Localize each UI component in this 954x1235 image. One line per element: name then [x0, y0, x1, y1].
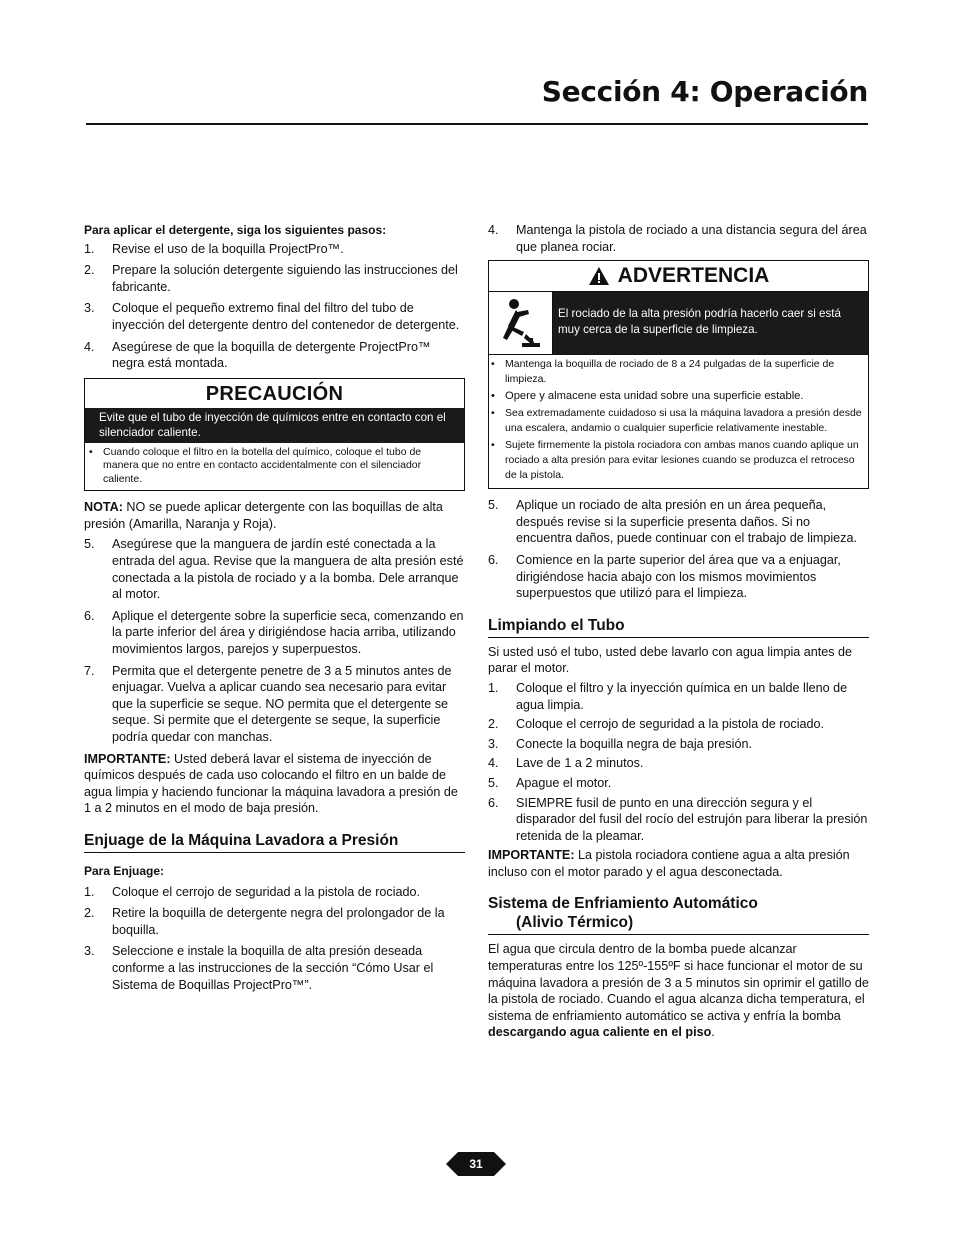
bullet-icon: • — [491, 390, 495, 403]
warning-header — [489, 261, 868, 291]
detergent-steps-continued — [84, 536, 465, 745]
list-item — [491, 406, 864, 436]
step-text: Coloque el pequeño extremo final del filtro del tubo de inyección del detergente dentro del contenedor de detergente. — [112, 301, 460, 332]
section-title: Sección 4: Operación — [541, 75, 868, 108]
bullet-icon: • — [491, 407, 495, 420]
cooling-paragraph — [488, 941, 869, 1041]
step-text: SIEMPRE fusil de punto en una dirección segura y el disparador del fusil del rocío del estrujón para liberar la presión retenida de la pleamar. — [516, 795, 868, 843]
step-number: 2. — [84, 906, 95, 921]
rinse-intro: Para Enjuage: — [84, 863, 165, 878]
list-item — [84, 339, 465, 372]
caution-bullet-text: Cuando coloque el filtro en la botella del químico, coloque el tubo de manera que no entre en contacto accidentalmente con el silenciador caliente. — [103, 445, 422, 485]
step-number: 4. — [488, 756, 499, 771]
list-item — [491, 389, 864, 404]
warning-box — [488, 260, 869, 489]
spray-steps-continued — [488, 497, 869, 602]
warning-bullet-text: Sea extremadamente cuidadoso si usa la máquina lavadora a presión desde una escalera, andamio o cualquier superficie relativamente inestable. — [505, 407, 862, 435]
step-number: 3. — [488, 736, 499, 751]
note-text: NO se puede aplicar detergente con las boquillas de alta presión (Amarilla, Naranja y Roja). — [84, 500, 443, 531]
warning-title: ADVERTENCIA — [617, 264, 770, 288]
list-item — [84, 884, 465, 901]
list-item — [488, 552, 869, 602]
list-item — [89, 446, 458, 487]
step-text: Permita que el detergente penetre de 3 a 5 minutos antes de enjuagar. Vuelva a aplicar cuando sea necesario para evitar que la superficie se seque. NO permita que el detergente se seque. Si permite que el detergente se seque, la superficie podría quedar con manchas. — [112, 663, 452, 744]
tube-heading: Limpiando el Tubo — [488, 616, 869, 638]
caution-title: PRECAUCIÓN — [205, 382, 344, 405]
step-text: Prepare la solución detergente siguiendo las instrucciones del fabricante. — [112, 263, 458, 294]
tube-steps — [488, 680, 869, 844]
step-text: Coloque el cerrojo de seguridad a la pistola de rociado. — [516, 717, 825, 732]
list-item — [488, 736, 869, 753]
step-text: Apague el motor. — [516, 775, 612, 790]
step-text: Lave de 1 a 2 minutos. — [516, 756, 644, 771]
bullet-icon: • — [89, 445, 93, 458]
step-text: Seleccione e instale la boquilla de alta presión deseada conforme a las instrucciones de la sección “Cómo Usar el Sistema de Boquillas ProjectPro™”. — [112, 944, 434, 992]
list-item — [488, 775, 869, 792]
list-item — [84, 943, 465, 993]
list-item — [491, 438, 864, 483]
list-item — [84, 241, 465, 258]
list-item — [488, 497, 869, 547]
list-item — [84, 608, 465, 658]
important-paragraph — [84, 751, 465, 817]
step-number: 4. — [488, 223, 499, 237]
step-text: Retire la boquilla de detergente negra del prolongador de la boquilla. — [112, 906, 445, 937]
cooling-text: El agua que circula dentro de la bomba puede alcanzar temperaturas entre los 125º-155ºF si hace funcionar el motor de su máquina lavadora a presión de 3 a 5 minutos sin oprimir el gatillo de la pistola de rociado. Cuando el agua alcanza dicha temperatura, el sistema de enfriamiento automático se activa y enfría la bomba — [488, 942, 869, 1023]
list-item — [488, 680, 869, 713]
right-column — [488, 222, 869, 1045]
list-item — [84, 663, 465, 746]
important-text: La pistola rociadora contiene agua a alta presión incluso con el motor parado y el agua desconectada. — [488, 848, 850, 879]
caution-box — [84, 378, 465, 492]
tube-intro: Si usted usó el tubo, usted debe lavarlo con agua limpia antes de parar el motor. — [488, 644, 853, 676]
step-number: 1. — [84, 884, 95, 899]
detergent-steps — [84, 241, 465, 372]
rinse-steps — [84, 884, 465, 994]
warning-bullet-text: Mantenga la boquilla de rociado de 8 a 24 pulgadas de la superficie de limpieza. — [505, 358, 835, 386]
step-number: 3. — [84, 301, 95, 316]
list-item — [488, 222, 869, 255]
step-text: Aplique un rociado de alta presión en un área pequeña, después revise si la superficie presenta daños. Si no encuentra daños, puede continuar con el trabajo de limpieza. — [516, 498, 857, 546]
list-item — [491, 357, 864, 387]
page-number: 31 — [469, 1157, 483, 1171]
bullet-icon: • — [491, 358, 495, 371]
cooling-text-end: . — [711, 1025, 715, 1040]
important-label: IMPORTANTE: — [488, 848, 575, 863]
step-number: 3. — [84, 944, 95, 959]
step-number: 6. — [488, 795, 499, 810]
page-number-badge — [446, 1151, 506, 1177]
rinse-heading: Enjuage de la Máquina Lavadora a Presión — [84, 831, 465, 853]
note-paragraph — [84, 499, 465, 532]
step-text: Asegúrese de que la boquilla de detergente ProjectPro™ negra está montada. — [112, 339, 431, 371]
step-text: Aplique el detergente sobre la superficie seca, comenzando en la parte inferior del área y dirigiéndose hacia arriba, utilizando movimientos largos, parejos y superpuestos. — [112, 608, 464, 656]
step-text: Mantenga la pistola de rociado a una distancia segura del área que planea rociar. — [516, 223, 867, 254]
step-text: Asegúrese que la manguera de jardín esté conectada a la entrada del agua. Revise que la manguera de alta presión esté conectada a la pistola de rociado y a la bomba. Dele arranque al motor. — [112, 537, 464, 602]
step-number: 2. — [84, 263, 95, 278]
step-number: 4. — [84, 339, 95, 354]
caution-bullets — [85, 443, 464, 491]
list-item — [84, 300, 465, 333]
list-item — [488, 795, 869, 845]
step-text: Coloque el cerrojo de seguridad a la pistola de rociado. — [112, 884, 421, 899]
cooling-heading-line-2: (Alivio Térmico) — [516, 914, 634, 932]
list-item — [488, 716, 869, 733]
warning-message: El rociado de la alta presión podría hacerlo caer si está muy cerca de la superficie de limpieza. — [553, 292, 868, 354]
step-number: 2. — [488, 717, 499, 732]
title-rule — [86, 123, 868, 125]
list-item — [84, 262, 465, 295]
warning-hazard-row — [489, 291, 868, 355]
important-label: IMPORTANTE: — [84, 751, 171, 766]
left-column — [84, 222, 465, 998]
step-number: 5. — [488, 498, 499, 513]
spray-step-4 — [488, 222, 869, 255]
step-number: 6. — [488, 552, 499, 567]
important-paragraph — [488, 847, 869, 880]
step-text: Comience en la parte superior del área que va a enjuagar, dirigiéndose hacia abajo con los mismos movimientos superpuestos que utilizó para el limpieza. — [516, 552, 841, 601]
list-item — [488, 755, 869, 772]
step-text: Coloque el filtro y la inyección química en un balde lleno de agua limpia. — [516, 680, 848, 712]
detergent-intro: Para aplicar el detergente, siga los siguientes pasos: — [84, 223, 387, 237]
step-text: Revise el uso de la boquilla ProjectPro™. — [112, 241, 344, 256]
step-number: 6. — [84, 608, 95, 623]
step-number: 7. — [84, 663, 95, 678]
list-item — [84, 905, 465, 938]
step-text: Conecte la boquilla negra de baja presión. — [516, 736, 752, 751]
important-text: Usted deberá lavar el sistema de inyección de químicos después de cada uso colocando el filtro en un balde de agua limpia y haciendo funcionar la máquina lavadora a presión de 1 a 2 minutos en el modo de baja presión. — [84, 751, 458, 816]
step-number: 5. — [488, 775, 499, 790]
warning-bullets — [489, 355, 868, 488]
step-number: 1. — [488, 680, 499, 695]
cooling-bold-text: descargando agua caliente en el piso — [488, 1025, 712, 1040]
step-number: 5. — [84, 537, 95, 552]
list-item — [84, 536, 465, 602]
cooling-heading — [488, 894, 869, 935]
warning-triangle-icon — [588, 266, 610, 286]
warning-bullet-text: Sujete firmemente la pistola rociadora con ambas manos cuando aplique un rociado a alta presión para evitar lesiones cuando se produzca el retroceso de la pistola. — [505, 439, 859, 482]
warning-bullet-text: Opere y almacene esta unidad sobre una superficie estable. — [505, 390, 804, 403]
step-number: 1. — [84, 241, 95, 256]
bullet-icon: • — [491, 439, 495, 452]
caution-message: Evite que el tubo de inyección de químicos entre en contacto con el silenciador caliente. — [85, 408, 464, 443]
note-label: NOTA: — [84, 500, 123, 515]
slip-fall-hazard-icon — [489, 292, 553, 354]
cooling-heading-line-1: Sistema de Enfriamiento Automático — [488, 895, 758, 913]
